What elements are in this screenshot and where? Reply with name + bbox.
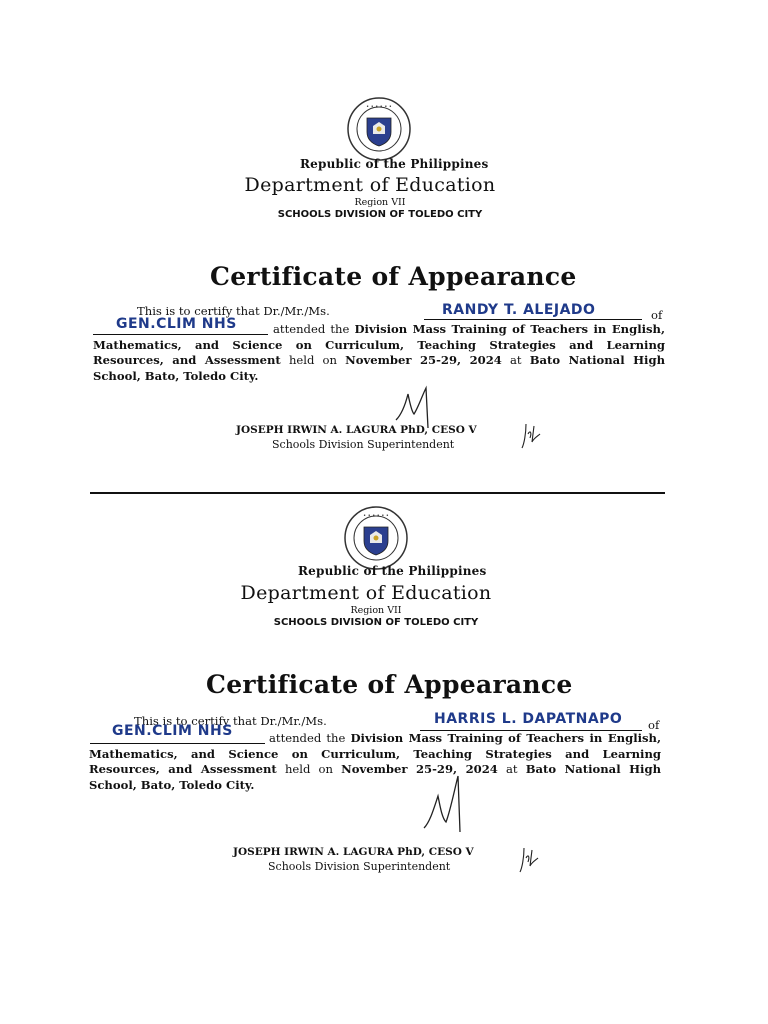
held-on-text: held on [284,762,333,776]
region-label: Region VII [354,197,406,208]
division-label: SCHOOLS DIVISION OF TOLEDO CITY [273,617,479,628]
attended-text: attended the [269,731,346,745]
svg-text:• • • • • •: • • • • • • [366,104,392,110]
at-word: at [506,762,518,776]
training-venue: Bato National High School, Bato, Toledo City. [93,353,665,383]
certificate-title: Certificate of Appearance [210,262,577,291]
at-word: at [510,353,522,367]
deped-seal-icon [343,505,409,571]
training-title: Division Mass Training of Teachers in English, Mathematics, and Science on Curriculum, Teaching Strategies and Learning Resources, and Assessment [89,731,662,776]
signature-icon [420,772,470,834]
signer-name: JOSEPH IRWIN A. LAGURA PhD, CESO V [236,424,477,436]
participant-name: RANDY T. ALEJADO [442,302,596,318]
training-dates: November 25-29, 2024 [345,353,502,367]
certificate-title: Certificate of Appearance [206,670,573,699]
training-title: Division Mass Training of Teachers in English, Mathematics, and Science on Curriculum, Teaching Strategies and Learning Resources, and Assessment [93,322,666,367]
of-word: of [648,718,660,732]
signer-title: Schools Division Superintendent [272,438,455,451]
training-dates: November 25-29, 2024 [341,762,498,776]
cut-line [90,492,665,494]
department-heading: Department of Education [240,582,492,604]
attended-text: attended the [273,322,350,336]
republic-heading: Republic of the Philippines [298,564,487,578]
signer-title: Schools Division Superintendent [268,860,451,873]
school-name: GEN.CLIM NHS [116,316,237,332]
intro-text: This is to certify that Dr./Mr./Ms. [134,714,327,728]
participant-name: HARRIS L. DAPATNAPO [434,711,623,727]
department-heading: Department of Education [244,174,496,196]
certificate-body [89,731,661,793]
signer-name: JOSEPH IRWIN A. LAGURA PhD, CESO V [233,846,474,858]
held-on-text: held on [288,353,337,367]
svg-text:• • • • • •: • • • • • • [363,513,389,519]
school-name: GEN.CLIM NHS [112,723,233,739]
initials-icon [516,844,540,874]
division-label: SCHOOLS DIVISION OF TOLEDO CITY [277,209,483,220]
republic-heading: Republic of the Philippines [300,157,489,171]
of-word: of [651,308,663,322]
training-venue: Bato National High School, Bato, Toledo City. [89,762,661,792]
region-label: Region VII [350,605,402,616]
intro-text: This is to certify that Dr./Mr./Ms. [137,304,330,318]
